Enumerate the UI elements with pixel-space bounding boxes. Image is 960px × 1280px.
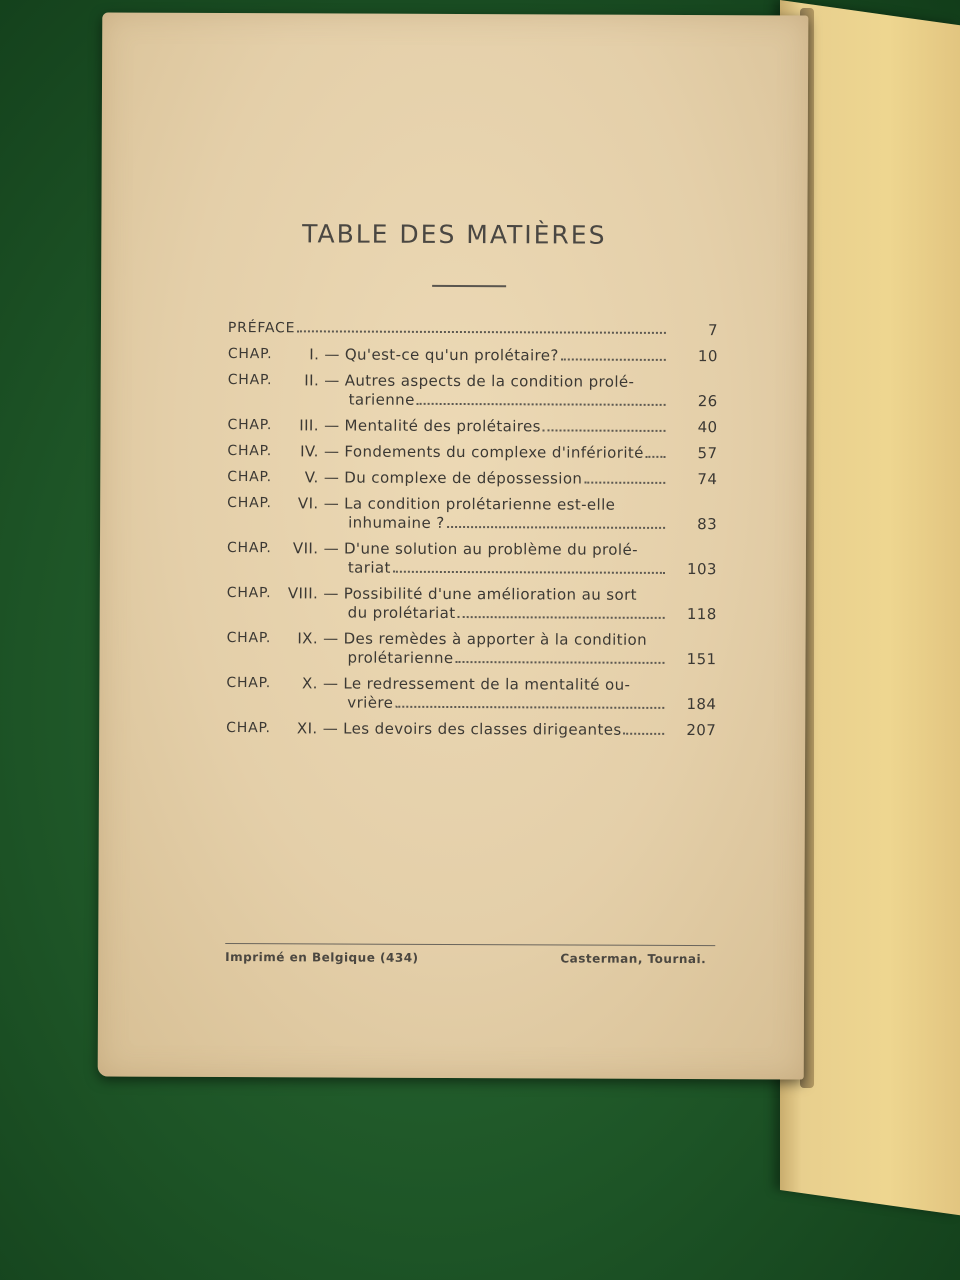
chapter-title-line: vrière [347, 693, 394, 712]
chapter-number: II. — [304, 371, 340, 390]
toc-page-number: 10 [697, 347, 718, 366]
chapter-title-line: prolétarienne [347, 648, 454, 668]
chapter-label: CHAP. [226, 630, 272, 647]
toc-entry [227, 539, 717, 579]
toc-entry [227, 416, 717, 437]
leader-dots [457, 615, 664, 619]
toc-page-number: 118 [686, 605, 717, 624]
toc-entry [227, 584, 717, 624]
toc-page-number: 26 [697, 392, 718, 411]
printer-note: Imprimé en Belgique (434) [225, 950, 419, 965]
footer-divider [225, 943, 715, 946]
toc-entry [226, 719, 716, 740]
chapter-title-line: Du complexe de dépossession [344, 468, 583, 488]
leader-dots [584, 481, 665, 484]
chapter-label: CHAP. [226, 720, 271, 737]
toc-entry [227, 442, 717, 463]
book-page [98, 12, 809, 1079]
leader-dots [447, 525, 665, 529]
chapter-number: VIII. — [287, 584, 339, 603]
toc-entry-preface [228, 319, 718, 340]
leader-dots [646, 455, 666, 458]
leader-dots [456, 660, 665, 664]
chapter-label: CHAP. [227, 495, 272, 512]
chapter-number: IV. — [300, 442, 340, 461]
preface-label: PRÉFACE [227, 320, 296, 337]
leader-dots [543, 428, 666, 432]
chapter-title-line: La condition prolétarienne est-elle [344, 494, 616, 514]
chapter-label: CHAP. [226, 585, 272, 602]
chapter-number: V. — [304, 468, 340, 487]
toc-page-number: 207 [686, 721, 717, 740]
chapter-label: CHAP. [227, 443, 273, 460]
toc-page-number: 74 [697, 470, 718, 489]
chapter-title-line: du prolétariat [347, 603, 456, 623]
chapter-list [226, 345, 718, 740]
chapter-title-line: tariat [347, 558, 391, 577]
leader-dots [561, 357, 666, 360]
toc-entry [226, 674, 716, 714]
chapter-label: CHAP. [226, 675, 272, 692]
toc-entry [227, 468, 717, 489]
chapter-number: VI. — [297, 494, 340, 513]
toc-page-number: 184 [686, 695, 717, 714]
chapter-label: CHAP. [227, 372, 273, 389]
toc-page-number: 151 [686, 650, 717, 669]
chapter-title-line: Les devoirs des classes dirigeantes [343, 719, 622, 739]
chapter-number: III. — [299, 416, 340, 435]
title-divider [432, 285, 506, 287]
chapter-title-line: Le redressement de la mentalité ou- [343, 674, 631, 694]
leader-dots [624, 732, 665, 735]
toc-entry [228, 371, 718, 411]
chapter-title-line: Fondements du complexe d'infériorité [344, 442, 644, 462]
leader-dots [417, 402, 666, 406]
toc-entry [227, 494, 717, 534]
toc-page-number: 7 [707, 321, 718, 340]
chapter-number: X. — [301, 674, 339, 693]
chapter-title-line: Possibilité d'une amélioration au sort [343, 584, 637, 604]
chapter-number: XI. — [296, 719, 339, 738]
chapter-title-line: D'une solution au problème du prolé- [343, 539, 638, 559]
chapter-label: CHAP. [227, 417, 273, 434]
chapter-title-line: Des remèdes à apporter à la condition [343, 629, 648, 649]
chapter-number: VII. — [292, 539, 340, 558]
page-title: TABLE DES MATIÈRES [302, 219, 607, 250]
chapter-title-line: Autres aspects de la condition prolé- [344, 371, 635, 391]
toc-page-number: 103 [687, 560, 717, 579]
chapter-number: I. — [309, 345, 340, 364]
leader-dots [393, 570, 665, 574]
toc-page-number: 40 [697, 418, 718, 437]
chapter-title-line: Mentalité des prolétaires [344, 416, 541, 436]
chapter-title-line: Qu'est-ce qu'un prolétaire? [344, 345, 559, 365]
chapter-title-line: tarienne [348, 390, 415, 409]
toc-entry [226, 629, 716, 669]
chapter-label: CHAP. [227, 469, 272, 486]
publisher-note: Casterman, Tournai. [560, 951, 707, 967]
chapter-title-line: inhumaine ? [348, 513, 445, 532]
table-of-contents [226, 319, 718, 747]
chapter-label: CHAP. [226, 540, 272, 557]
toc-entry [228, 345, 718, 366]
toc-page-number: 57 [697, 444, 718, 463]
toc-page-number: 83 [697, 515, 718, 534]
chapter-label: CHAP. [227, 346, 273, 363]
leader-dots [297, 329, 666, 334]
leader-dots [395, 705, 664, 709]
chapter-number: IX. — [297, 629, 339, 648]
